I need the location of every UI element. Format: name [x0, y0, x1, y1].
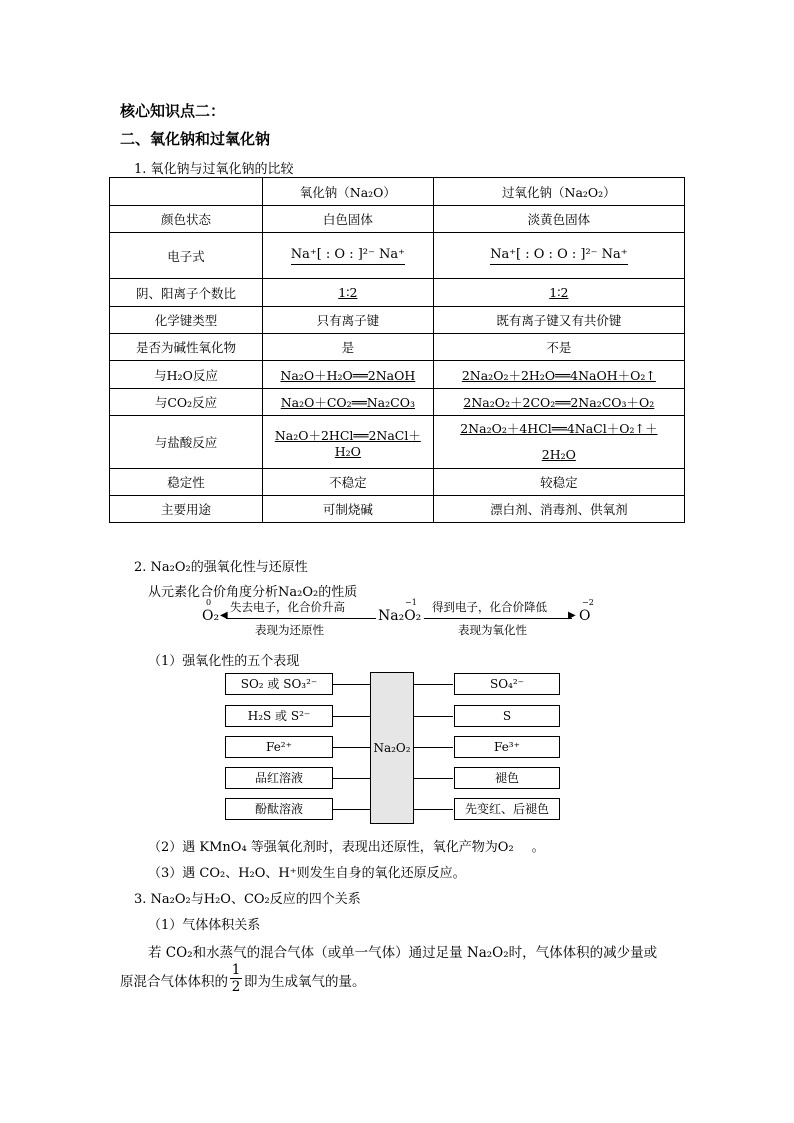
sub4-title: （1）气体体积关系 [148, 918, 261, 933]
right-box: 褪色 [454, 767, 560, 789]
comparison-table [109, 177, 685, 523]
para-line2 [120, 962, 366, 998]
cell-na2o2: 2Na₂O₂＋4HCl══4NaCl＋O₂↑＋2H₂O [433, 416, 684, 469]
cell-na2o: 可制烧碱 [263, 496, 434, 523]
row-label: 化学键类型 [110, 307, 263, 334]
row-label: 阴、阳离子个数比 [110, 279, 263, 307]
para-line1: 若 CO₂和水蒸气的混合气体（或单一气体）通过足量 Na₂O₂时，气体体积的减少量或 [148, 945, 658, 961]
table-row [110, 233, 685, 279]
sub1-title: （1）强氧化性的五个表现 [148, 654, 300, 669]
fraction-denominator: 2 [231, 979, 241, 995]
cell-na2o2: 不是 [433, 334, 684, 361]
cell-na2o: 白色固体 [263, 206, 434, 233]
valence-diagram [200, 598, 600, 640]
connector-line [332, 747, 370, 748]
cell-na2o: Na₂O＋2HCl══2NaCl＋H₂O [263, 416, 434, 469]
table-row [110, 206, 685, 233]
connector-line [332, 809, 370, 810]
cell-na2o2-lewis [433, 233, 684, 279]
sub2-end: 。 [531, 840, 545, 855]
center-na2o2-box: Na₂O₂ [370, 672, 414, 824]
left-box: H₂S 或 S²⁻ [225, 705, 333, 727]
table-row [110, 389, 685, 416]
sub3-text: （3）遇 CO₂、H₂O、H⁺则发生自身的氧化还原反应。 [148, 866, 466, 881]
left-valence: 0 [206, 598, 212, 607]
cell-na2o2: 漂白剂、消毒剂、供氧剂 [433, 496, 684, 523]
row-label: 与H₂O反应 [110, 361, 263, 389]
row-label: 颜色状态 [110, 206, 263, 233]
section-label: 核心知识点二： [120, 102, 226, 120]
para-line2-after: 即为生成氧气的量。 [244, 974, 366, 990]
part2-intro: 从元素化合价角度分析Na₂O₂的性质 [148, 585, 358, 600]
part2-title: 2. Na₂O₂的强氧化性与还原性 [134, 560, 308, 575]
fraction-numerator: 1 [231, 962, 241, 978]
right-top-label: 得到电子，化合价降低 [432, 600, 547, 614]
left-top-label: 失去电子，化合价升高 [230, 600, 345, 614]
center-species: Na₂O₂ [378, 608, 422, 624]
para-line2-before: 原混合气体体积的 [120, 974, 228, 990]
left-box: Fe²⁺ [225, 736, 333, 758]
table-header-cell: 氧化钠（Na₂O） [263, 178, 434, 206]
right-bottom-label: 表现为氧化性 [458, 623, 527, 637]
lewis-formula-na2o: Na⁺[ : O : ]²⁻ Na⁺ [291, 247, 405, 265]
lewis-formula-na2o2: Na⁺[ : O : O : ]²⁻ Na⁺ [490, 247, 628, 265]
row-label: 电子式 [110, 233, 263, 279]
cell-na2o: 不稳定 [263, 469, 434, 496]
left-arrow-line [226, 618, 376, 619]
right-species: O [579, 608, 591, 624]
right-box: S [454, 705, 560, 727]
cell-na2o: 是 [263, 334, 434, 361]
connector-line [413, 778, 453, 779]
connector-line [413, 716, 453, 717]
cell-na2o2: 既有离子键又有共价键 [433, 307, 684, 334]
connector-line [332, 684, 370, 685]
connector-line [413, 809, 453, 810]
cell-na2o2: 2Na₂O₂＋2H₂O══4NaOH＋O₂↑ [433, 361, 684, 389]
cell-na2o: 只有离子键 [263, 307, 434, 334]
table-row [110, 496, 685, 523]
connector-line [332, 716, 370, 717]
table-row [110, 361, 685, 389]
connector-line [332, 778, 370, 779]
cell-na2o: Na₂O＋H₂O══2NaOH [263, 361, 434, 389]
left-box: 品红溶液 [225, 767, 333, 789]
table-row [110, 334, 685, 361]
row-label: 稳定性 [110, 469, 263, 496]
right-box: 先变红、后褪色 [454, 798, 560, 820]
section-title: 二、氧化钠和过氧化钠 [120, 130, 271, 148]
part1-title: 1. 氧化钠与过氧化钠的比较 [134, 162, 294, 177]
fraction [230, 962, 242, 995]
sub2-text [148, 836, 545, 855]
connector-line [413, 747, 453, 748]
row-label: 与CO₂反应 [110, 389, 263, 416]
table-row [110, 469, 685, 496]
right-box: Fe³⁺ [454, 736, 560, 758]
table-header-cell [110, 178, 263, 206]
part3-title: 3. Na₂O₂与H₂O、CO₂反应的四个关系 [134, 892, 361, 907]
right-arrow-line [424, 618, 572, 619]
table-row [110, 416, 685, 469]
sub2-main: （2）遇 KMnO₄ 等强氧化剂时，表现出还原性，氧化产物为O₂ [148, 840, 514, 855]
right-box: SO₄²⁻ [454, 673, 560, 695]
right-valence: −2 [582, 598, 594, 607]
right-arrow-head-icon: ▶ [568, 610, 576, 621]
cell-na2o: Na₂O＋CO₂══Na₂CO₃ [263, 389, 434, 416]
cell-na2o-lewis [263, 233, 434, 279]
cell-na2o2: 较稳定 [433, 469, 684, 496]
center-valence: −1 [405, 598, 417, 607]
left-species: O₂ [202, 608, 220, 624]
left-bottom-label: 表现为还原性 [255, 623, 324, 637]
row-label: 主要用途 [110, 496, 263, 523]
cell-na2o: 1∶2 [263, 279, 434, 307]
table-row [110, 307, 685, 334]
row-label: 与盐酸反应 [110, 416, 263, 469]
left-box: 酚酞溶液 [225, 798, 333, 820]
left-box: SO₂ 或 SO₃²⁻ [225, 673, 333, 695]
cell-na2o2: 淡黄色固体 [433, 206, 684, 233]
table-header-row [110, 178, 685, 206]
table-header-cell: 过氧化钠（Na₂O₂） [433, 178, 684, 206]
connector-line [413, 684, 453, 685]
row-label: 是否为碱性氧化物 [110, 334, 263, 361]
table-row [110, 279, 685, 307]
cell-na2o2: 2Na₂O₂＋2CO₂══2Na₂CO₃＋O₂ [433, 389, 684, 416]
cell-na2o2: 1∶2 [433, 279, 684, 307]
left-arrow-head-icon: ◀ [220, 610, 228, 621]
